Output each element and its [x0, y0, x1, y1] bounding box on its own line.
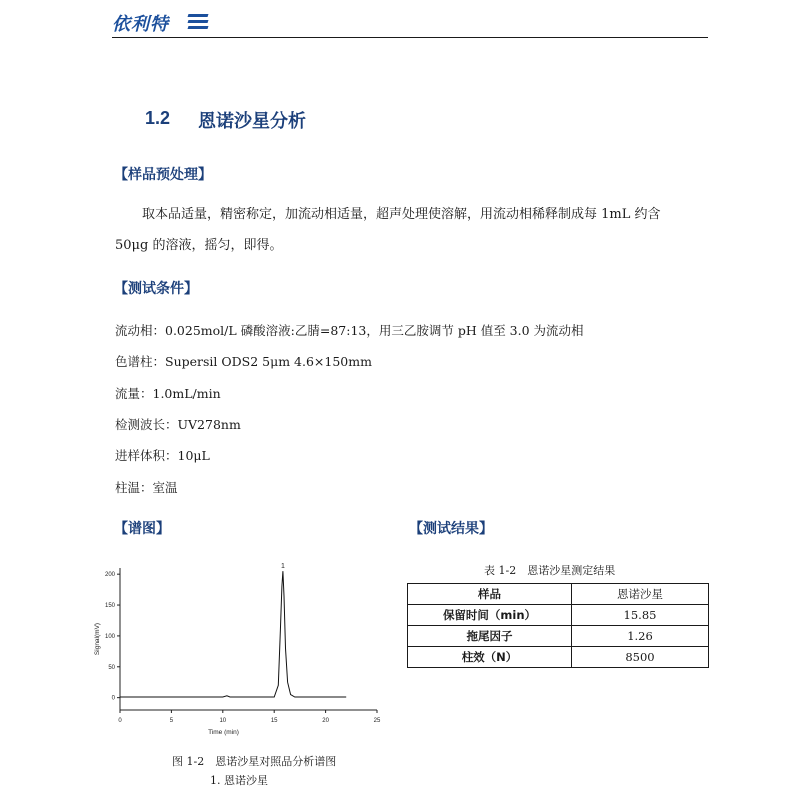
x-tick-label: 0 [118, 718, 122, 724]
logo-stripes-icon [188, 14, 208, 30]
table-caption: 表 1-2 恩诺沙星测定结果 [484, 564, 616, 577]
x-tick-label: 20 [322, 718, 329, 724]
y-tick-label: 50 [108, 664, 115, 671]
sample-prep-text-line2: 50μg 的溶液，摇匀，即得。 [115, 238, 283, 253]
y-tick-label: 100 [104, 633, 115, 640]
table-row-value: 15.85 [572, 605, 709, 626]
peak-label: 1 [280, 563, 285, 571]
table-header-label: 样品 [408, 584, 572, 605]
table-header-value: 恩诺沙星 [572, 584, 709, 605]
section-title: 恩诺沙星分析 [198, 111, 306, 132]
table-row [408, 626, 709, 647]
y-tick-label: 200 [104, 572, 115, 579]
x-axis-label: Time (min) [208, 729, 239, 736]
y-tick-label: 0 [111, 695, 115, 702]
table-row-label: 保留时间（min） [408, 605, 572, 626]
condition-column-temp: 柱温：室温 [115, 480, 178, 495]
table-row-label: 拖尾因子 [408, 626, 572, 647]
conditions-heading: 【测试条件】 [114, 281, 198, 297]
figure-caption: 图 1-2 恩诺沙星对照品分析谱图 [172, 755, 337, 768]
table-row-value: 1.26 [572, 626, 709, 647]
condition-wavelength: 检测波长：UV278nm [115, 417, 241, 432]
x-tick-label: 15 [270, 718, 278, 724]
section-number: 1.2 [145, 108, 171, 128]
results-heading: 【测试结果】 [409, 521, 493, 537]
sample-prep-text-line1: 取本品适量，精密称定，加流动相适量，超声处理使溶解，用流动相稀释制成每 1mL 约含 [142, 207, 661, 222]
results-table [407, 583, 709, 668]
peak-legend: 1. 恩诺沙星 [210, 774, 268, 787]
chromatogram-heading: 【谱图】 [114, 521, 170, 537]
header-divider [112, 37, 708, 38]
x-tick-label: 25 [373, 718, 381, 724]
x-tick-label: 5 [169, 718, 174, 724]
chromatogram-chart [90, 560, 390, 750]
company-logo: 依利特 [112, 14, 169, 35]
x-tick-label: 10 [219, 718, 227, 724]
table-row-label: 柱效（N） [408, 647, 572, 668]
condition-mobile-phase: 流动相：0.025mol/L 磷酸溶液:乙腈=87:13，用三乙胺调节 pH 值至 3.0 为流动相 [115, 323, 584, 338]
table-header-row [408, 584, 709, 605]
sample-prep-heading: 【样品预处理】 [114, 167, 212, 183]
y-tick-label: 150 [104, 603, 115, 610]
series-line [120, 571, 346, 697]
table-row [408, 605, 709, 626]
y-axis-label: Signal(mV) [94, 622, 101, 656]
table-row-value: 8500 [572, 647, 709, 668]
condition-injection-volume: 进样体积：10μL [115, 448, 210, 463]
condition-column: 色谱柱：Supersil ODS2 5μm 4.6×150mm [115, 354, 372, 369]
condition-flow-rate: 流量：1.0mL/min [115, 386, 221, 401]
table-row [408, 647, 709, 668]
